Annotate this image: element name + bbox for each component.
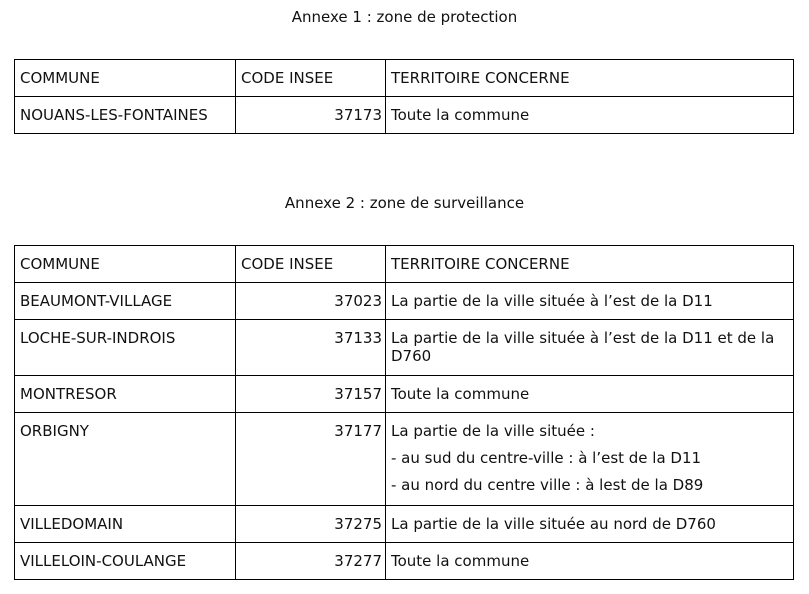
territoire-line: La partie de la ville située à l’est de la D11 (391, 292, 713, 310)
commune-cell: BEAUMONT-VILLAGE (15, 283, 236, 320)
territoire-line: La partie de la ville située à l’est de la D11 et de la D760 (391, 329, 775, 365)
code-insee-cell: 37133 (236, 320, 386, 376)
commune-cell: VILLEDOMAIN (15, 506, 236, 543)
header-territoire: TERRITOIRE CONCERNE (386, 60, 794, 97)
territoire-line: Toute la commune (391, 385, 530, 403)
territoire-line: Toute la commune (391, 106, 530, 124)
commune-cell: VILLELOIN-COULANGE (15, 543, 236, 580)
table-row (15, 543, 794, 580)
territoire-line: La partie de la ville située au nord de D760 (391, 515, 716, 533)
code-insee-cell: 37157 (236, 376, 386, 413)
code-insee-cell: 37277 (236, 543, 386, 580)
commune-cell: LOCHE-SUR-INDROIS (15, 320, 236, 376)
territoire-line: - au sud du centre-ville : à l’est de la D11 (391, 449, 702, 467)
annex-2-title: Annexe 2 : zone de surveillance (284, 194, 525, 212)
commune-cell: ORBIGNY (15, 413, 236, 506)
territoire-cell (386, 283, 794, 320)
table-row (15, 506, 794, 543)
commune-cell: MONTRESOR (15, 376, 236, 413)
commune-cell: NOUANS-LES-FONTAINES (15, 97, 236, 134)
territoire-line: - au nord du centre ville : à lest de la D89 (391, 476, 704, 494)
territoire-cell (386, 543, 794, 580)
territoire-cell (386, 376, 794, 413)
territoire-line: Toute la commune (391, 552, 530, 570)
table-header-row (15, 60, 794, 97)
annex-1-title: Annexe 1 : zone de protection (291, 8, 518, 26)
territoire-cell (386, 97, 794, 134)
table-row (15, 283, 794, 320)
code-insee-cell: 37173 (236, 97, 386, 134)
header-territoire: TERRITOIRE CONCERNE (386, 246, 794, 283)
territoire-cell (386, 413, 794, 506)
header-commune: COMMUNE (15, 246, 236, 283)
territoire-cell (386, 320, 794, 376)
header-commune: COMMUNE (15, 60, 236, 97)
table-row (15, 320, 794, 376)
header-code-insee: CODE INSEE (236, 60, 386, 97)
table-row (15, 97, 794, 134)
code-insee-cell: 37023 (236, 283, 386, 320)
table-header-row (15, 246, 794, 283)
header-code-insee: CODE INSEE (236, 246, 386, 283)
territoire-cell (386, 506, 794, 543)
territoire-line: La partie de la ville située : (391, 422, 595, 440)
code-insee-cell: 37275 (236, 506, 386, 543)
protection-zone-table (14, 59, 794, 134)
code-insee-cell: 37177 (236, 413, 386, 506)
table-row (15, 376, 794, 413)
surveillance-zone-table (14, 245, 794, 580)
table-row (15, 413, 794, 506)
